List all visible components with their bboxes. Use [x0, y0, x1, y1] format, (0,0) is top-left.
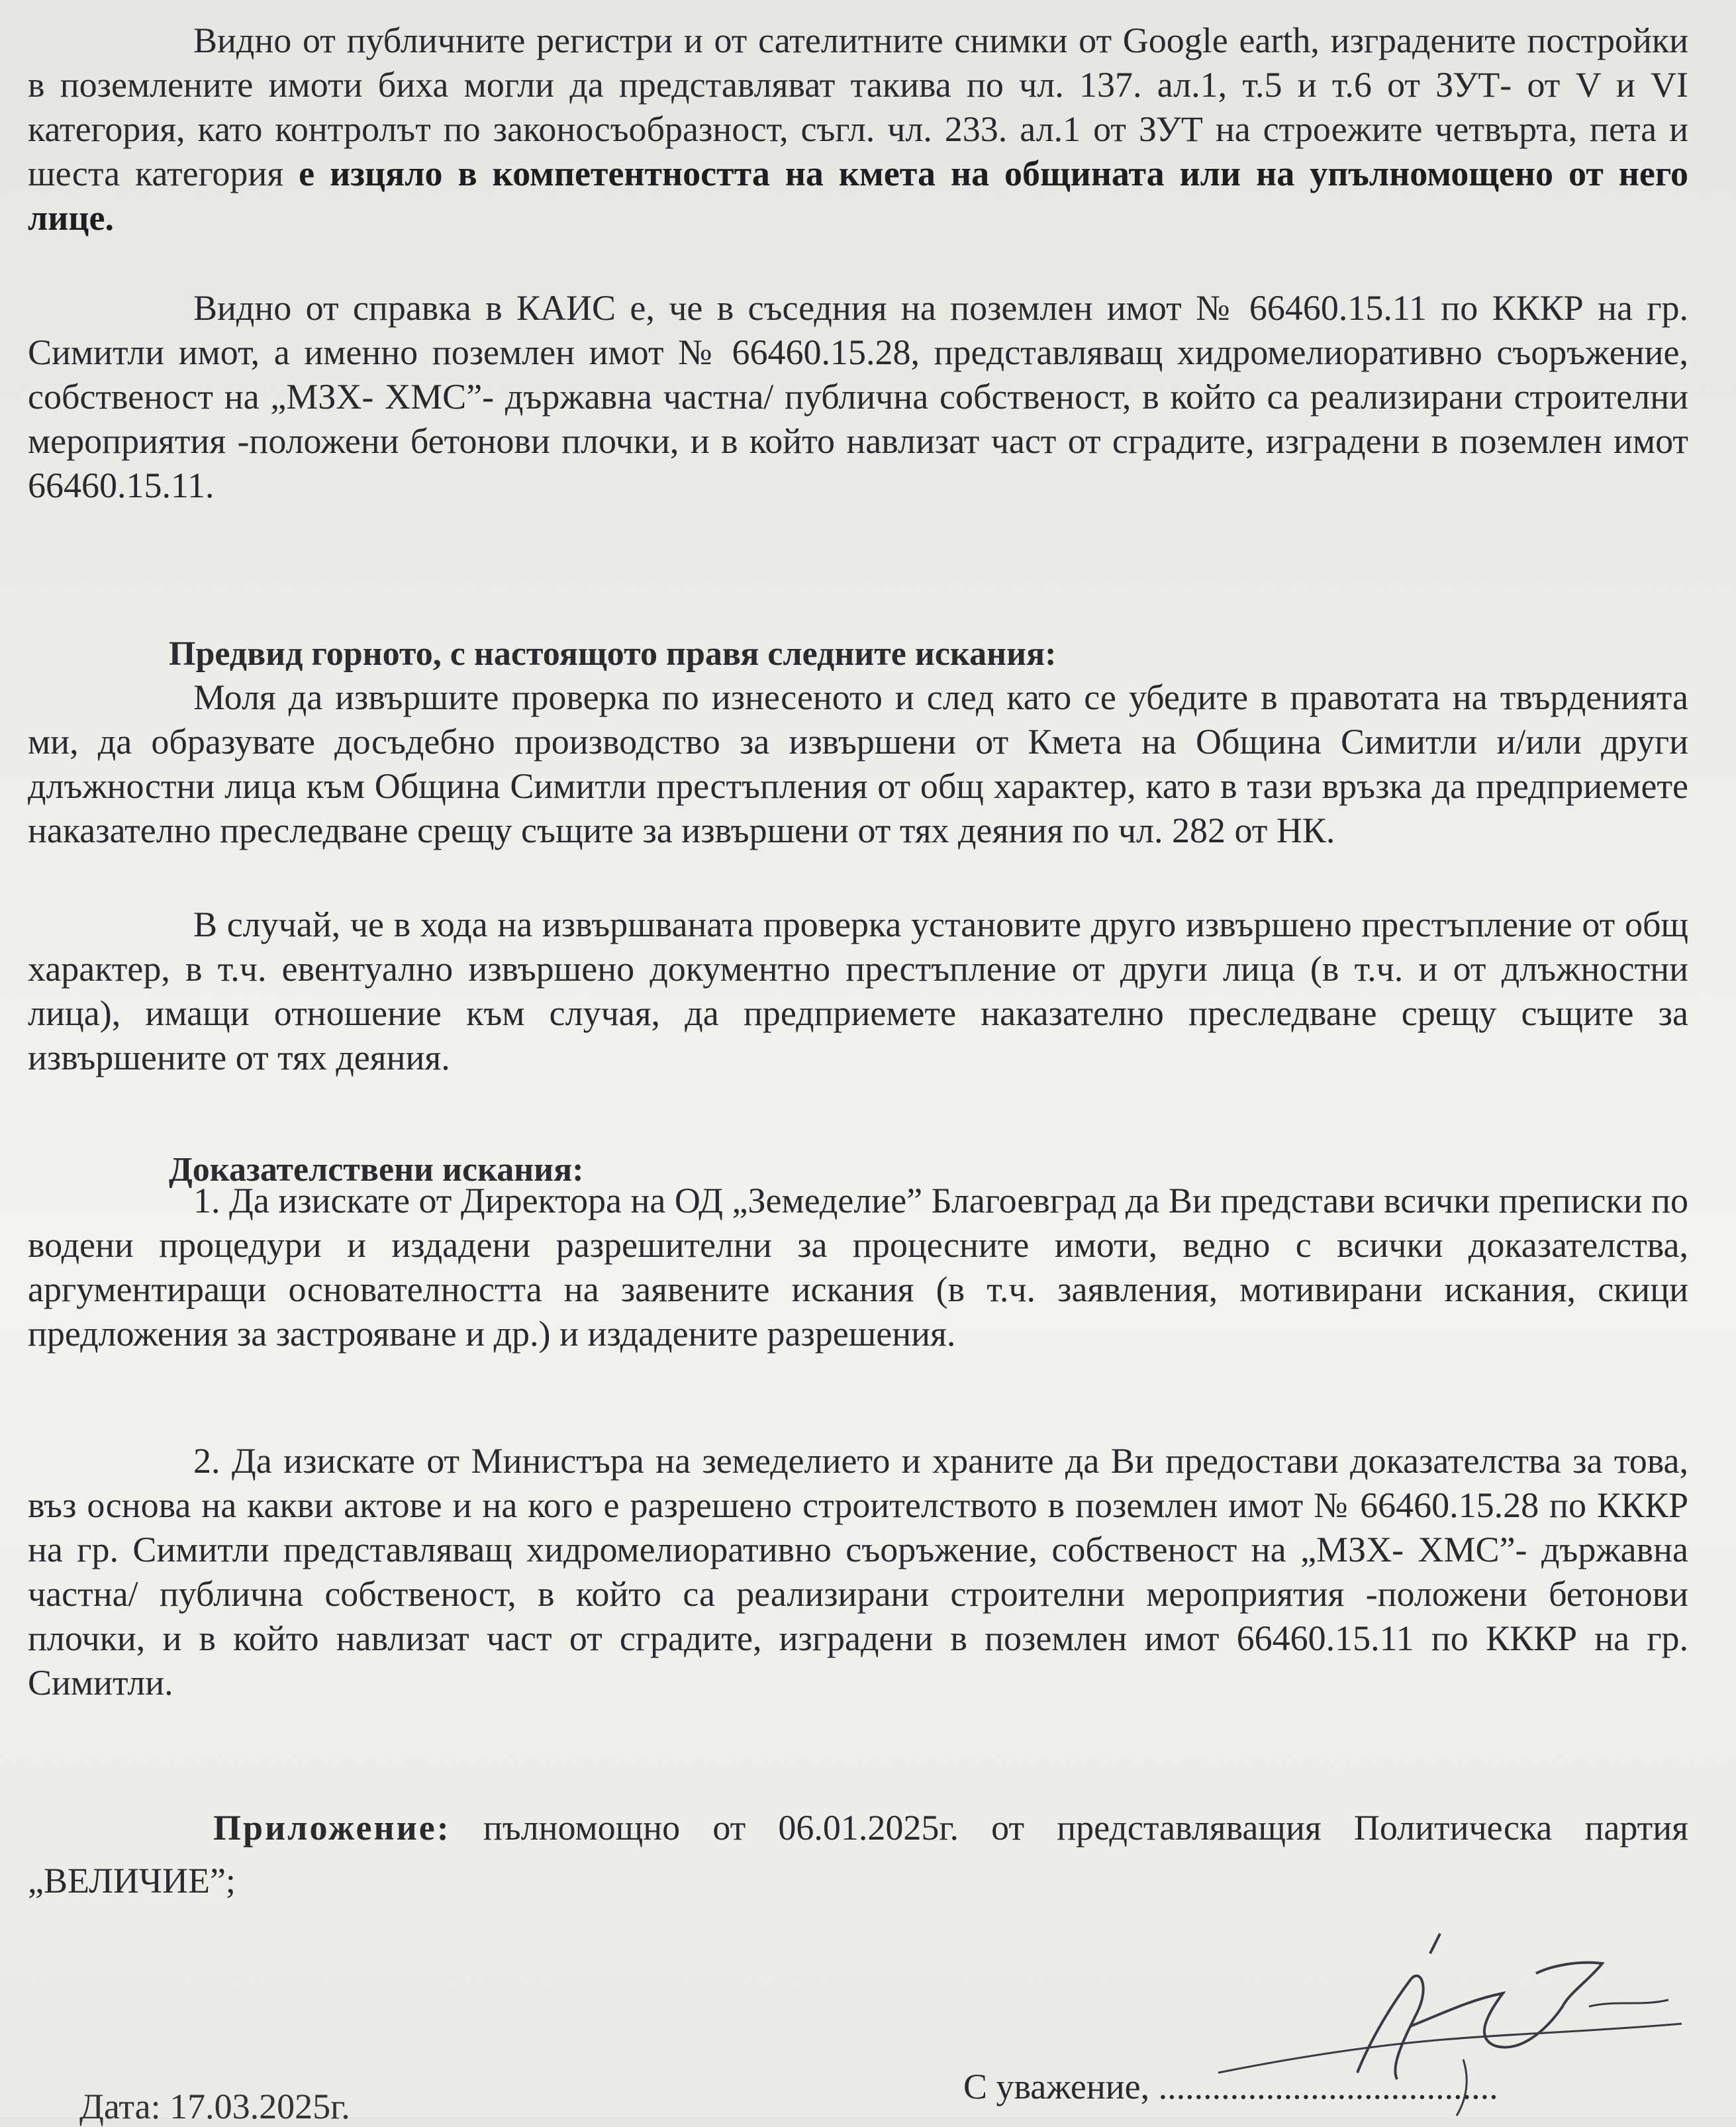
attachment-label: Приложение: [213, 1808, 451, 1848]
attachment-line [28, 1801, 1688, 1907]
attachment-text: пълномощно от 06.01.2025г. от представляващия Политическа партия „ВЕЛИЧИЕ”; [28, 1808, 1688, 1901]
paragraph-evidence-2: 2. Да изискате от Министъра на земеделието и храните да Ви предостави доказателства за това, въз основа на какви актове и на кого е разрешено строителството в поземлен имот № 66460.15.28 по КККР на гр. Симитли представляващ хидромелиоративно съоръжение, собственост на „МЗХ- ХМС”- държавна частна/ публична собственост, в който са реализирани строителни мероприятия -положени бетонови плочки, и в който навлизат част от сградите, изградени в поземлен имот 66460.15.11 по КККР на гр. Симитли. [28, 1441, 1688, 1703]
paragraph-public-registers [28, 19, 1688, 240]
paragraph-evidence-1: 1. Да изискате от Директора на ОД „Земеделие” Благоевград да Ви представи всички преписки по водени процедури и издадени разрешителни за процесните имоти, ведно с всички доказателства, аргументиращи основателността на заявените искания (в т.ч. заявления, мотивирани искания, скици предложения за застрояване и др.) и издадените разрешения. [28, 1181, 1688, 1354]
paragraph-public-registers-bold: е изцяло в компетентността на кмета на общината или на упълномощено от него лице. [28, 154, 1688, 238]
paragraph-kais-reference: Видно от справка в КАИС е, че в съседния на поземлен имот № 66460.15.11 по КККР на гр. Симитли имот, а именно поземлен имот № 66460.15.28, представляващ хидромелиоративно съоръжение, собственост на „МЗХ- ХМС”- държавна частна/ публична собственост, в който са реализирани строителни мероприятия -положени бетонови плочки, и в който навлизат част от сградите, изградени в поземлен имот 66460.15.11. [28, 288, 1688, 505]
paragraph-public-registers-text: Видно от публичните регистри и от сателитните снимки от Google earth, изградените постройки в поземлените имоти биха могли да представляват такива по чл. 137. ал.1, т.5 и т.6 от ЗУТ- от V и VI категория, като контролът по законосъобразност, съгл. чл. 233. ал.1 от ЗУТ на строежите четвърта, пета и шеста категория [28, 21, 1688, 193]
heading-requests: Предвид горното, с настоящото правя следните искания: [169, 635, 1057, 673]
regards-signature-line: С уважение, ...................................... [963, 2067, 1498, 2106]
paragraph-request-inspection: Моля да извършите проверка по изнесеното и след като се убедите в правотата на твърденията ми, да образувате досъдебно производство за извършени от Кмета на Община Симитли и/или други длъжностни лица към Община Симитли престъпления от общ характер, като в тази връзка да предприемете наказателно преследване срещу същите за извършени от тях деяния по чл. 282 от НК. [28, 677, 1688, 850]
paragraph-request-other-crimes: В случай, че в хода на извършваната проверка установите друго извършено престъпление от общ характер, в т.ч. евентуално извършено документно престъпление от други лица (в т.ч. и от длъжностни лица), имащи отношение към случая, да предприемете наказателно преследване срещу същите за извършените от тях деяния. [28, 905, 1688, 1077]
heading-evidence-requests: Доказателствени искания: [169, 1151, 584, 1189]
date-line: Дата: 17.03.2025г. [79, 2087, 350, 2126]
